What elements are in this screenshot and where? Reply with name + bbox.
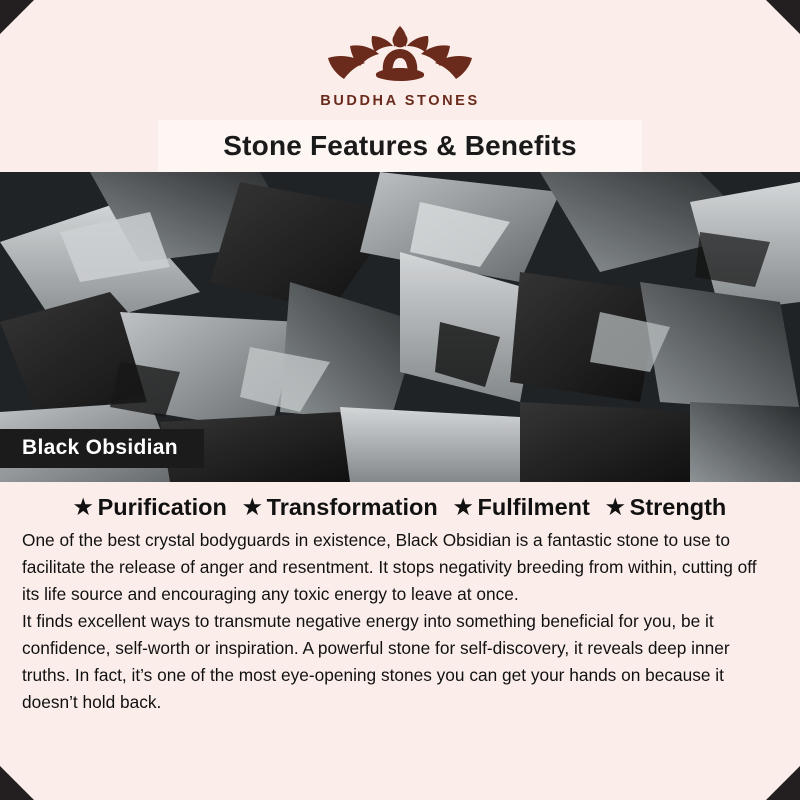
benefit-item (74, 494, 227, 521)
benefits-list (22, 494, 778, 521)
star-icon: ★ (453, 496, 473, 519)
corner-accent-bottom-left (0, 766, 34, 800)
stone-name-caption: Black Obsidian (0, 429, 204, 468)
star-icon: ★ (73, 496, 93, 519)
benefit-item (454, 494, 590, 521)
benefit-label: Transformation (266, 494, 438, 520)
star-icon: ★ (242, 496, 262, 519)
description-paragraph-1: One of the best crystal bodyguards in existence, Black Obsidian is a fantastic stone to use to facilitate the release of anger and resentment. It stops negativity breeding from within, cutting off its life source and encouraging any toxic energy to leave at once. (22, 530, 757, 604)
card-header (0, 0, 800, 172)
description-paragraph-2: It finds excellent ways to transmute negative energy into something beneficial for you, be it confidence, self-worth or inspiration. A powerful stone for self-discovery, it reveals deep inner truths. In fact, it’s one of the most eye-opening stones you can get your hands on because it doesn’t hold back. (22, 611, 730, 712)
hero-image (0, 172, 800, 482)
brand-name: BUDDHA STONES (320, 93, 480, 109)
benefit-item (243, 494, 438, 521)
lotus-meditation-icon (310, 14, 490, 92)
benefit-label: Purification (97, 494, 227, 520)
page-title: Stone Features & Benefits (223, 130, 577, 161)
brand-logo (310, 14, 490, 109)
corner-accent-top-right (766, 0, 800, 34)
benefit-item (606, 494, 726, 521)
corner-accent-top-left (0, 0, 34, 34)
star-icon: ★ (605, 496, 625, 519)
corner-accent-bottom-right (766, 766, 800, 800)
benefit-label: Fulfilment (477, 494, 590, 520)
stone-description-section (0, 482, 800, 800)
benefit-label: Strength (629, 494, 727, 520)
title-band (158, 120, 642, 172)
